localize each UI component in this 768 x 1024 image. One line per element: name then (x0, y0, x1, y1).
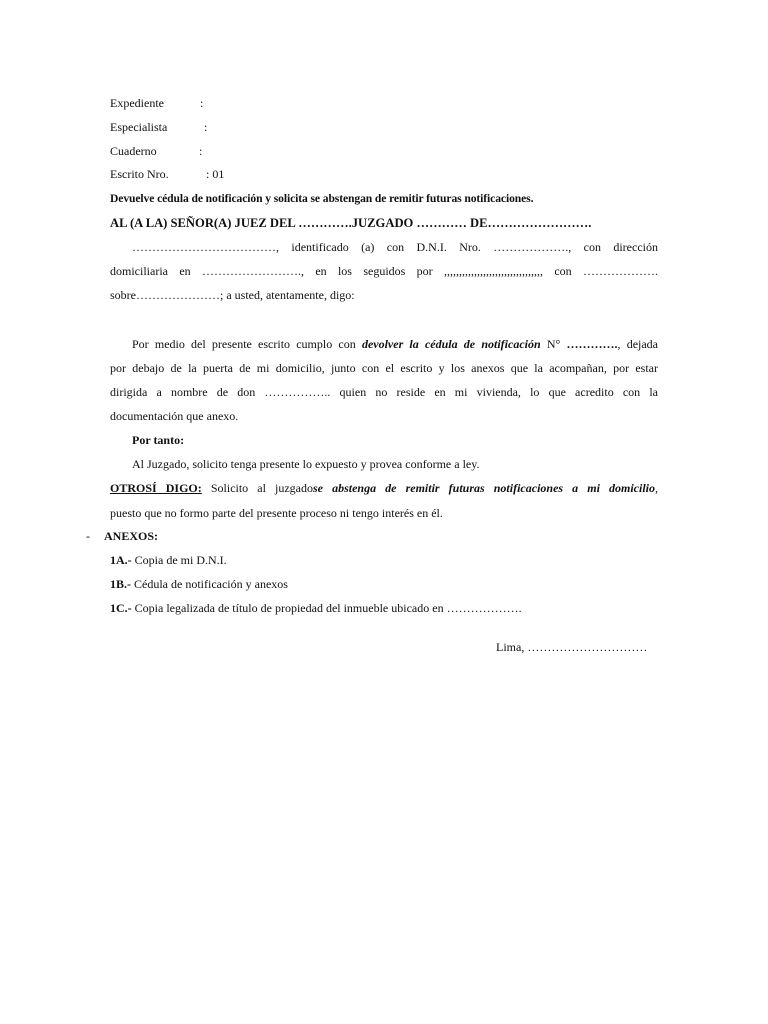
body-line-1a: Por medio del presente escrito cumplo con (132, 337, 362, 351)
closing-place-date: Lima, ………………………… (496, 640, 648, 654)
anexo-text: Copia de mi D.N.I. (131, 553, 227, 567)
anexo-code: 1A.- (110, 553, 132, 567)
anexo-item-1c (110, 601, 522, 616)
escrito-value: : 01 (206, 167, 225, 181)
expediente-sep: : (200, 96, 204, 110)
body-line-2: por debajo de la puerta de mi domicilio, junto con el escrito y los anexos que la acompañan, por estar (110, 361, 658, 375)
anexo-code: 1C.- (110, 601, 132, 615)
header-especialista (110, 120, 208, 135)
anexo-text: Copia legalizada de título de propiedad del inmueble ubicado en ………………. (131, 601, 522, 615)
por-tanto-text: Al Juzgado, solicito tenga presente lo expuesto y provea conforme a ley. (132, 457, 480, 471)
anexo-text: Cédula de notificación y anexos (131, 577, 288, 591)
sumilla: Devuelve cédula de notificación y solicita se abstengan de remitir futuras notificaciones. (110, 192, 534, 205)
intro-line-3: sobre…………………; a usted, atentamente, digo: (110, 288, 355, 302)
body-line-1d: …………. (566, 337, 618, 351)
escrito-label: Escrito Nro. (110, 167, 169, 181)
intro-line-1: ………………………………, identificado (a) con D.N.I. Nro. ………………., con dirección (132, 240, 658, 254)
por-tanto-label: Por tanto: (132, 433, 185, 447)
cuaderno-label: Cuaderno (110, 144, 157, 158)
header-expediente (110, 96, 204, 111)
anexo-item-1a (110, 553, 227, 568)
especialista-sep: : (204, 120, 208, 134)
especialista-label: Especialista (110, 120, 168, 134)
anexos-bullet: - (86, 529, 90, 543)
header-escrito (110, 167, 225, 182)
anexo-code: 1B.- (110, 577, 131, 591)
header-cuaderno (110, 144, 203, 159)
otrosi-emphasis: se abstenga de remitir futuras notificaciones a mi domicilio (313, 481, 655, 495)
addressee: AL (A LA) SEÑOR(A) JUEZ DEL ………….JUZGADO ………… DE……………………. (110, 216, 592, 230)
intro-line-2: domiciliaria en ……………………., en los seguidos por ,,,,,,,,,,,,,,,,,,,,,,,,,,,,,,,,, con ………………. (110, 264, 658, 278)
otrosi-line-2: puesto que no formo parte del presente proceso ni tengo interés en él. (110, 506, 443, 520)
anexos-title: ANEXOS: (104, 529, 159, 543)
otrosi-text-c: , (655, 481, 658, 495)
body-line-3: dirigida a nombre de don …………….. quien no reside en mi vivienda, lo que acredito con la (110, 385, 658, 399)
body-line-1c: N° (540, 337, 567, 351)
expediente-label: Expediente (110, 96, 164, 110)
anexo-item-1b (110, 577, 288, 592)
body-line-4: documentación que anexo. (110, 409, 239, 423)
body-emphasis: devolver la cédula de notificación (361, 337, 541, 351)
otrosi-text-a: Solicito al juzgado (201, 481, 313, 495)
otrosi-label: OTROSÍ DIGO: (110, 481, 202, 495)
body-line-1e: , dejada (617, 337, 659, 351)
body-line-1 (132, 337, 658, 352)
otrosi-line-1 (110, 481, 658, 496)
cuaderno-sep: : (199, 144, 203, 158)
